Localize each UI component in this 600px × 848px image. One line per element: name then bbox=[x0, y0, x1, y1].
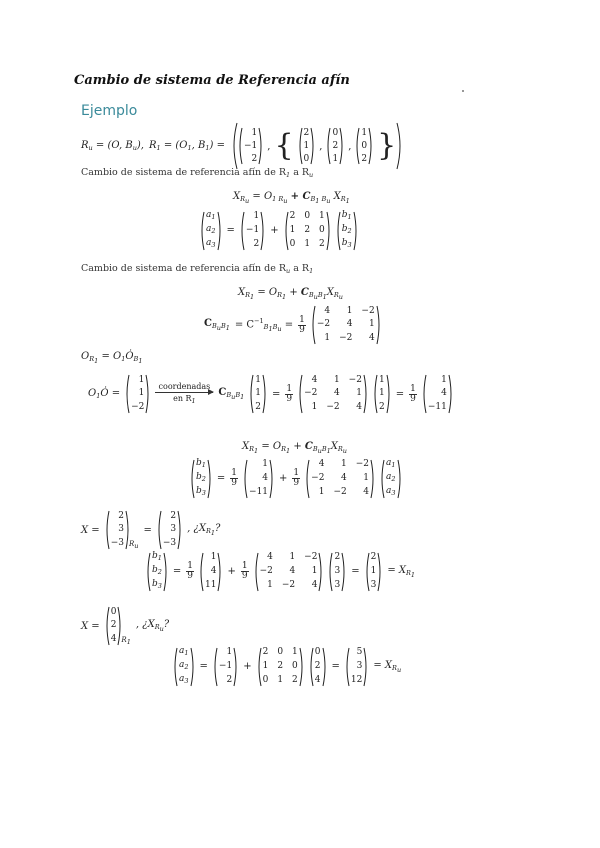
ex2-lhs bbox=[173, 646, 195, 687]
matrix-entry: 1 bbox=[340, 459, 347, 470]
ex1-frac: $\frac{1}{9}$ bbox=[187, 561, 194, 581]
matrix-entry: $b_2$ bbox=[152, 565, 162, 576]
matrix-entry: 2 bbox=[110, 620, 117, 631]
page-title: Cambio de sistema de Referencia afín bbox=[74, 73, 350, 88]
matrix-entry: 1 bbox=[311, 565, 318, 576]
matrix-entry: $b_2$ bbox=[196, 472, 206, 483]
matrix-entry: 3 bbox=[370, 579, 377, 590]
matrix-entry: 4 bbox=[267, 552, 273, 563]
s3-matrix bbox=[305, 459, 375, 499]
vector-entry: 0 bbox=[332, 127, 339, 138]
matrix-entry: 4 bbox=[311, 374, 318, 385]
matrix-entry: 4 bbox=[356, 402, 362, 413]
o-vector bbox=[125, 374, 150, 414]
ex1-matrix bbox=[254, 552, 324, 592]
matrix-entry: 2 bbox=[255, 402, 261, 413]
s3-vector bbox=[243, 459, 274, 499]
right-paren bbox=[163, 552, 168, 592]
matrix-entry: 0 bbox=[292, 660, 298, 671]
s2-matrix-b bbox=[298, 374, 368, 414]
basis-vector-2 bbox=[326, 127, 344, 165]
matrix-entry: $a_3$ bbox=[386, 486, 396, 497]
matrix-entry: 2 bbox=[226, 674, 233, 685]
matrix-entry: −2 bbox=[348, 374, 362, 385]
vector-entry: 2 bbox=[332, 140, 339, 151]
matrix-entry: 1 bbox=[210, 552, 217, 563]
matrix-entry: 1 bbox=[289, 552, 296, 563]
matrix-entry: 4 bbox=[314, 674, 321, 685]
matrix-entry: 4 bbox=[346, 319, 353, 330]
right-paren bbox=[363, 647, 368, 687]
matrix-entry: $a_3$ bbox=[206, 238, 216, 249]
matrix-entry: 3 bbox=[118, 524, 124, 535]
matrix-entry: −2 bbox=[326, 402, 340, 413]
right-paren bbox=[190, 647, 195, 687]
matrix-entry: 4 bbox=[110, 634, 117, 645]
r1-big-paren: 1 −1 2 , { 2 1 0 , 0 2 1 , 1 0 2 } bbox=[230, 122, 404, 170]
vector-entry: 1 bbox=[361, 127, 368, 138]
matrix-entry: $b_3$ bbox=[196, 486, 206, 497]
ex1-vector-b bbox=[157, 510, 182, 550]
right-paren bbox=[353, 211, 358, 251]
ex1-v bbox=[199, 552, 222, 592]
matrix-entry: −11 bbox=[249, 486, 269, 497]
matrix-entry: 4 bbox=[324, 305, 331, 316]
matrix-entry: $a_1$ bbox=[179, 646, 189, 657]
right-paren bbox=[386, 374, 391, 414]
ex2-result bbox=[345, 647, 368, 687]
section3-formula: $X_{R_1} = O_{R_1} + C_{B_uB_1}X_{R_u}$ bbox=[242, 441, 347, 455]
matrix-entry: −3 bbox=[162, 538, 177, 549]
matrix-entry: −2 bbox=[259, 565, 273, 576]
right-paren bbox=[299, 647, 304, 687]
s3-frac-b: $\frac{1}{9}$ bbox=[293, 468, 300, 488]
matrix-entry: 1 bbox=[319, 211, 325, 222]
matrix-entry: 2 bbox=[334, 552, 341, 563]
right-paren bbox=[326, 211, 331, 251]
ex1-result bbox=[365, 552, 383, 592]
matrix-entry: 1 bbox=[262, 459, 269, 470]
matrix-entry: $a_3$ bbox=[179, 674, 189, 685]
matrix-entry: 4 bbox=[363, 486, 369, 497]
right-paren bbox=[376, 305, 381, 345]
right-paren bbox=[370, 459, 375, 499]
matrix-entry: 3 bbox=[334, 579, 341, 590]
matrix-entry: 3 bbox=[334, 565, 341, 576]
example1-question: X = 2 3 −3 $R_u$ = 2 3 −3 , ¿$X_{R_1}$? bbox=[81, 510, 221, 550]
matrix-entry: 2 bbox=[314, 660, 321, 671]
matrix-entry: 1 bbox=[138, 388, 145, 399]
vector-entry: 2 bbox=[251, 153, 258, 164]
ex1-lhs bbox=[146, 551, 168, 592]
matrix-entry: 4 bbox=[289, 565, 296, 576]
matrix-entry: 1 bbox=[277, 674, 284, 685]
right-paren bbox=[363, 374, 368, 414]
origin-vector bbox=[238, 127, 263, 165]
matrix-entry: $a_2$ bbox=[206, 224, 216, 235]
ex2-x bbox=[309, 647, 327, 687]
matrix-entry: $b_3$ bbox=[152, 579, 162, 590]
right-paren bbox=[448, 374, 453, 414]
matrix-entry: 1 bbox=[311, 402, 318, 413]
matrix-entry: 1 bbox=[368, 319, 375, 330]
matrix-entry: 2 bbox=[277, 660, 284, 671]
matrix-entry: 4 bbox=[333, 388, 340, 399]
matrix-entry: 5 bbox=[356, 647, 363, 658]
matrix-entry: −2 bbox=[281, 579, 296, 590]
matrix-entry: 0 bbox=[304, 211, 311, 222]
right-paren bbox=[145, 374, 150, 414]
o-r1-computation: $O_1Ȯ$ = 1 1 −2 coordenadas en $R_1$ $C_{B_uB_1}$ 1 1 2 = $\frac{1}{9}$ 4 1 −2 −2 4 1 1 −2 4 1 1 2 = $\frac{1}{9}$ 1 4 −11 bbox=[88, 374, 453, 414]
matrix-entry: −2 bbox=[333, 486, 347, 497]
matrix-entry: 1 bbox=[441, 374, 447, 385]
reference-definitions bbox=[81, 122, 404, 170]
right-paren bbox=[377, 552, 382, 592]
s2-frac: $\frac{1}{9}$ bbox=[299, 314, 305, 335]
matrix-entry: 1 bbox=[255, 388, 261, 399]
example2-solution: $a_1$ $a_2$ $a_3$ = 1 −1 2 + 2 0 1 1 2 0 0 1 2 0 2 4 = 5 3 12 = $X_{R_u}$ bbox=[173, 646, 401, 687]
right-paren bbox=[397, 459, 402, 499]
matrix-entry: −2 bbox=[316, 319, 331, 330]
section1-formula: $X_{R_u} = O_{1 R_u} + C_{B_1 B_u}$ $X_{R_1}$ bbox=[233, 191, 350, 205]
matrix-entry: 1 bbox=[318, 486, 325, 497]
matrix-entry: $b_1$ bbox=[196, 458, 206, 469]
vector-entry: 0 bbox=[361, 140, 368, 151]
matrix-entry: −11 bbox=[427, 402, 447, 413]
right-paren bbox=[269, 459, 274, 499]
matrix-entry: −2 bbox=[339, 333, 353, 344]
s3-lhs bbox=[190, 458, 212, 499]
matrix-entry: 1 bbox=[370, 565, 377, 576]
matrix-entry: 2 bbox=[289, 211, 296, 222]
s1-origin bbox=[240, 211, 265, 251]
vector-entry: −1 bbox=[243, 140, 258, 151]
matrix-entry: 1 bbox=[289, 224, 296, 235]
ex2-vector bbox=[105, 606, 123, 646]
matrix-entry: −2 bbox=[311, 472, 325, 483]
s3-frac: $\frac{1}{9}$ bbox=[231, 468, 238, 488]
vector-entry: 2 bbox=[303, 127, 310, 138]
o-result bbox=[422, 374, 453, 414]
matrix-entry: 1 bbox=[378, 388, 385, 399]
basis-vector-1 bbox=[298, 127, 316, 165]
s2-matrix bbox=[311, 305, 381, 345]
matrix-entry: −2 bbox=[361, 305, 375, 316]
matrix-entry: 0 bbox=[314, 647, 321, 658]
matrix-entry: 0 bbox=[110, 606, 117, 617]
matrix-entry: −2 bbox=[304, 388, 318, 399]
matrix-entry: 3 bbox=[170, 524, 177, 535]
matrix-entry: 2 bbox=[118, 510, 124, 521]
section3-equation: $b_1$ $b_2$ $b_3$ = $\frac{1}{9}$ 1 4 −11 + $\frac{1}{9}$ 4 1 −2 −2 4 1 1 −2 4 $a_1$ $a_2$ $a_3$ bbox=[190, 458, 402, 499]
ex1-vector bbox=[105, 510, 130, 550]
c-vector bbox=[249, 374, 267, 414]
matrix-entry: 1 bbox=[253, 211, 260, 222]
matrix-entry: −2 bbox=[131, 402, 145, 413]
section2-c-equation: $C_{B_uB_1}$ = $C^{-1}_{B_1B_u}$ = $\frac{1}{9}$ 4 1 −2 −2 4 1 1 −2 4 bbox=[204, 305, 381, 345]
vector-entry: 0 bbox=[303, 153, 310, 164]
matrix-entry: 1 bbox=[255, 374, 261, 385]
matrix-entry: 0 bbox=[262, 674, 269, 685]
matrix-entry: 12 bbox=[350, 674, 363, 685]
matrix-entry: 0 bbox=[277, 647, 284, 658]
o-r1-definition: $O_{R_1}$ = $O_1Ȯ_{B_1}$ bbox=[81, 351, 143, 365]
right-paren bbox=[322, 647, 327, 687]
matrix-entry: $a_1$ bbox=[206, 210, 216, 221]
matrix-entry: 2 bbox=[292, 674, 298, 685]
ex1-x bbox=[328, 552, 346, 592]
ex1-frac-b: $\frac{1}{9}$ bbox=[241, 561, 248, 581]
vector-entry: 1 bbox=[332, 153, 339, 164]
matrix-entry: $b_1$ bbox=[341, 210, 352, 221]
matrix-entry: $a_2$ bbox=[179, 660, 189, 671]
matrix-entry: 4 bbox=[340, 472, 347, 483]
matrix-entry: 1 bbox=[333, 374, 340, 385]
right-paren bbox=[217, 211, 222, 251]
matrix-entry: $b_3$ bbox=[341, 238, 352, 249]
matrix-entry: −2 bbox=[304, 552, 318, 563]
matrix-entry: 4 bbox=[441, 388, 447, 399]
section1-text: Cambio de sistema de referencia afín de $R_1$ a $R_u$ bbox=[81, 167, 314, 179]
matrix-entry: 4 bbox=[262, 472, 269, 483]
section-heading: Ejemplo bbox=[81, 103, 138, 119]
ex2-origin bbox=[213, 647, 238, 687]
matrix-entry: $a_2$ bbox=[386, 472, 396, 483]
coord-arrow: coordenadas en $R_1$ bbox=[155, 382, 213, 406]
right-paren bbox=[233, 647, 238, 687]
matrix-entry: 3 bbox=[356, 660, 363, 671]
matrix-entry: 4 bbox=[318, 459, 325, 470]
s1-rhs bbox=[336, 210, 358, 251]
matrix-entry: 2 bbox=[253, 238, 260, 249]
matrix-entry: −1 bbox=[245, 224, 260, 235]
matrix-entry: −3 bbox=[110, 538, 124, 549]
matrix-entry: 1 bbox=[363, 472, 369, 483]
matrix-entry: 4 bbox=[311, 579, 318, 590]
matrix-entry: $b_2$ bbox=[341, 224, 352, 235]
matrix-entry: 1 bbox=[324, 333, 331, 344]
section1-equation: $a_1$ $a_2$ $a_3$ = 1 −1 2 + 2 0 1 1 2 0 0 1 2 $b_1$ $b_2$ $b_3$ bbox=[200, 210, 358, 251]
matrix-entry: 2 bbox=[262, 647, 269, 658]
matrix-entry: 1 bbox=[267, 579, 273, 590]
matrix-entry: 1 bbox=[138, 374, 145, 385]
matrix-entry: 0 bbox=[319, 224, 325, 235]
c-vector-b bbox=[373, 374, 391, 414]
s1-matrix bbox=[284, 211, 331, 251]
s2-frac-b: $\frac{1}{9}$ bbox=[286, 383, 293, 404]
matrix-entry: $a_1$ bbox=[386, 458, 396, 469]
matrix-entry: 1 bbox=[356, 388, 362, 399]
r1-definition: $R_1 = (O_1$, $B_1$) = bbox=[148, 140, 225, 152]
matrix-entry: 2 bbox=[319, 238, 325, 249]
matrix-entry: 4 bbox=[368, 333, 375, 344]
matrix-entry: 2 bbox=[370, 552, 377, 563]
vector-entry: 2 bbox=[361, 153, 368, 164]
matrix-entry: $b_1$ bbox=[152, 551, 162, 562]
right-paren bbox=[318, 552, 323, 592]
matrix-entry: 2 bbox=[378, 402, 385, 413]
example1-solution: $b_1$ $b_2$ $b_3$ = $\frac{1}{9}$ 1 4 11 + $\frac{1}{9}$ 4 1 −2 −2 4 1 1 −2 4 2 3 3 = 2 1 3 = $X_{R_1}$ bbox=[146, 551, 415, 592]
s3-rhs bbox=[380, 458, 402, 499]
vector-entry: 1 bbox=[303, 140, 310, 151]
right-paren bbox=[177, 510, 182, 550]
basis-vector-3 bbox=[355, 127, 373, 165]
matrix-entry: 1 bbox=[262, 660, 269, 671]
stray-dot bbox=[462, 90, 464, 92]
right-paren bbox=[262, 374, 267, 414]
matrix-entry: 2 bbox=[304, 224, 311, 235]
matrix-entry: 1 bbox=[304, 238, 311, 249]
ex2-matrix bbox=[257, 647, 304, 687]
s2-frac-c: $\frac{1}{9}$ bbox=[410, 383, 416, 404]
right-paren bbox=[260, 211, 265, 251]
section2-formula: $X_{R_1} = O_{R_1} + C_{B_uB_1}X_{R_u}$ bbox=[238, 287, 343, 301]
right-paren bbox=[217, 552, 222, 592]
matrix-entry: 1 bbox=[292, 647, 298, 658]
section2-text: Cambio de sistema de referencia afín de $R_u$ a $R_1$ bbox=[81, 263, 314, 275]
matrix-entry: 1 bbox=[378, 374, 385, 385]
example2-question: X = 0 2 4 $R_1$ , ¿$X_{R_u}$? bbox=[81, 606, 170, 646]
matrix-entry: 1 bbox=[226, 647, 233, 658]
matrix-entry: 2 bbox=[170, 510, 177, 521]
right-paren bbox=[341, 552, 346, 592]
matrix-entry: −1 bbox=[218, 660, 233, 671]
matrix-entry: 0 bbox=[289, 238, 296, 249]
ru-definition: $R_u = (O$, $B_u$), bbox=[81, 140, 144, 152]
matrix-entry: 4 bbox=[210, 565, 217, 576]
matrix-entry: 1 bbox=[346, 305, 353, 316]
vector-entry: 1 bbox=[251, 127, 258, 138]
matrix-entry: 11 bbox=[205, 579, 217, 590]
matrix-entry: −2 bbox=[355, 459, 369, 470]
right-paren bbox=[207, 459, 212, 499]
s1-lhs bbox=[200, 210, 222, 251]
